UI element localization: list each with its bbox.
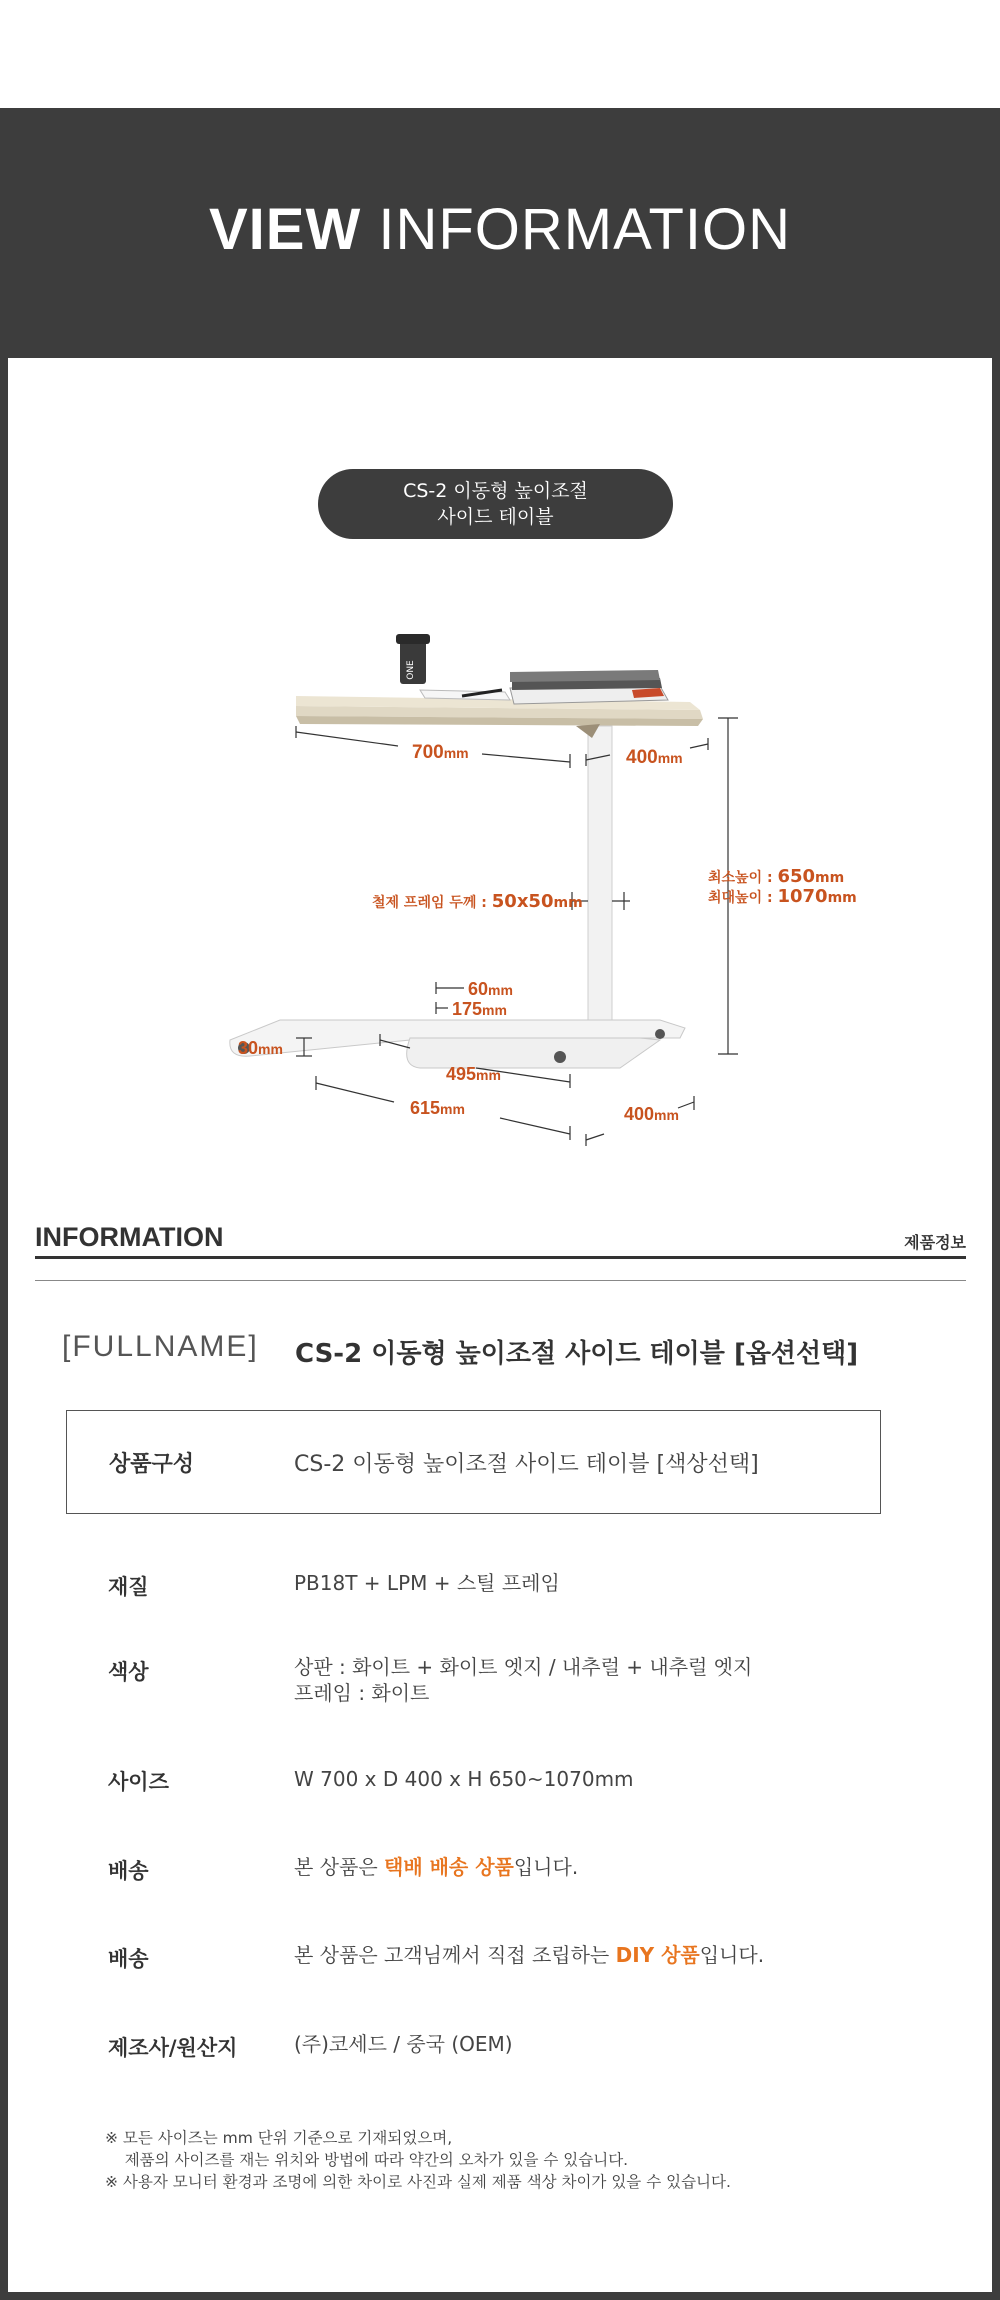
assembly-post: 입니다.: [699, 1943, 765, 1967]
page-title-bold: VIEW: [208, 197, 362, 262]
delivery-post: 입니다.: [513, 1855, 579, 1879]
color-value: [294, 1654, 752, 1706]
dim-175: [452, 999, 507, 1019]
page-title: [0, 196, 1000, 263]
delivery-value: [294, 1854, 578, 1880]
dim-unit: mm: [654, 1107, 679, 1123]
dim-unit: mm: [553, 895, 583, 911]
composition-label: 상품구성: [109, 1452, 195, 1477]
info-heading: INFORMATION: [35, 1222, 224, 1252]
delivery-accent: 택배 배송 상품: [384, 1855, 514, 1879]
note-line-3: ※ 사용자 모니터 환경과 조명에 의한 차이로 사진과 실제 제품 색상 차이가 있을 수 있습니다.: [105, 2173, 731, 2191]
dim-frame-thickness-value: 50x50: [491, 891, 554, 912]
dimension-lines: [296, 718, 738, 1146]
dim-base-height-value: 30: [238, 1038, 259, 1058]
composition-value: CS-2 이동형 높이조절 사이드 테이블 [색상선택]: [294, 1452, 759, 1477]
dim-base-height: [238, 1038, 283, 1058]
size-label: 사이즈: [108, 1770, 169, 1794]
product-name-line2: 사이드 테이블: [437, 506, 554, 528]
dim-top-width: [412, 742, 469, 763]
books-prop: [510, 670, 668, 704]
frame-bottom-border: [0, 2292, 1000, 2300]
assembly-value: [294, 1942, 764, 1968]
dim-base-depth: [624, 1104, 679, 1124]
info-divider-thick: [35, 1256, 966, 1259]
fullname-value: CS-2 이동형 높이조절 사이드 테이블 [옵션선택]: [295, 1339, 859, 1369]
product-name-line1: CS-2 이동형 높이조절: [403, 480, 588, 502]
dim-60: [468, 979, 513, 999]
dim-unit: mm: [482, 1002, 507, 1018]
material-label: 재질: [108, 1575, 149, 1599]
dim-max-height: [708, 886, 857, 907]
fullname-label: [FULLNAME]: [62, 1330, 259, 1363]
dim-top-width-value: 700: [412, 742, 444, 763]
dim-unit: mm: [443, 745, 469, 761]
assembly-label: 배송: [108, 1947, 149, 1971]
dim-min-height-label: 최소높이 :: [708, 870, 778, 886]
assembly-pre: 본 상품은 고객님께서 직접 조립하는: [294, 1943, 616, 1967]
coffee-cup-prop: [396, 634, 430, 684]
dim-frame-thickness-label: 철제 프레임 두께 :: [372, 895, 492, 911]
frame-left-border: [0, 358, 8, 2300]
product-name-badge: [318, 469, 673, 539]
dim-unit: mm: [827, 890, 857, 906]
dim-unit: mm: [440, 1101, 465, 1117]
dim-unit: mm: [657, 750, 683, 766]
assembly-accent: DIY 상품: [615, 1943, 700, 1967]
dim-top-depth: [626, 747, 683, 768]
dim-min-height-value: 650: [777, 866, 816, 887]
table-base: [230, 1020, 685, 1068]
page-title-light: INFORMATION: [378, 197, 792, 262]
info-subheading: 제품정보: [904, 1233, 966, 1252]
color-value-frame: 프레임 : 화이트: [294, 1681, 430, 1705]
cup-label: ONE: [406, 660, 416, 680]
dim-max-height-label: 최대높이 :: [708, 890, 778, 906]
dim-495-value: 495: [446, 1064, 477, 1084]
dim-min-height: [708, 866, 844, 887]
dim-175-value: 175: [452, 999, 483, 1019]
info-divider-thin: [35, 1280, 966, 1281]
color-label: 색상: [108, 1660, 149, 1684]
dim-60-value: 60: [468, 979, 489, 999]
dim-max-height-value: 1070: [777, 886, 828, 907]
note-line-1: ※ 모든 사이즈는 mm 단위 기준으로 기재되었으며,: [105, 2129, 453, 2147]
maker-value: (주)코세드 / 중국 (OEM): [294, 2032, 513, 2056]
dim-base-depth-value: 400: [624, 1104, 655, 1124]
composition-box: [66, 1410, 881, 1514]
dim-495: [446, 1064, 501, 1084]
dim-unit: mm: [258, 1041, 283, 1057]
frame-right-border: [992, 358, 1000, 2300]
dim-base-length: [410, 1098, 465, 1118]
size-value: W 700 x D 400 x H 650~1070mm: [294, 1767, 634, 1791]
notebook-prop: [420, 690, 510, 700]
color-value-top: 상판 : 화이트 + 화이트 엣지 / 내추럴 + 내추럴 엣지: [294, 1655, 753, 1679]
delivery-label: 배송: [108, 1859, 149, 1883]
dim-unit: mm: [488, 982, 513, 998]
delivery-pre: 본 상품은: [294, 1855, 384, 1879]
dim-unit: mm: [476, 1067, 501, 1083]
dim-top-depth-value: 400: [626, 747, 658, 768]
material-value: PB18T + LPM + 스틸 프레임: [294, 1571, 560, 1595]
notes: [105, 2127, 731, 2193]
table-column: [576, 724, 612, 1030]
note-line-2: 제품의 사이즈를 재는 위치와 방법에 따라 약간의 오차가 있을 수 있습니다.: [105, 2151, 629, 2169]
maker-label: 제조사/원산지: [108, 2036, 238, 2060]
dim-base-length-value: 615: [410, 1098, 441, 1118]
dim-frame-thickness: [372, 891, 583, 912]
dim-unit: mm: [815, 870, 845, 886]
product-dimension-diagram: [220, 620, 860, 1160]
